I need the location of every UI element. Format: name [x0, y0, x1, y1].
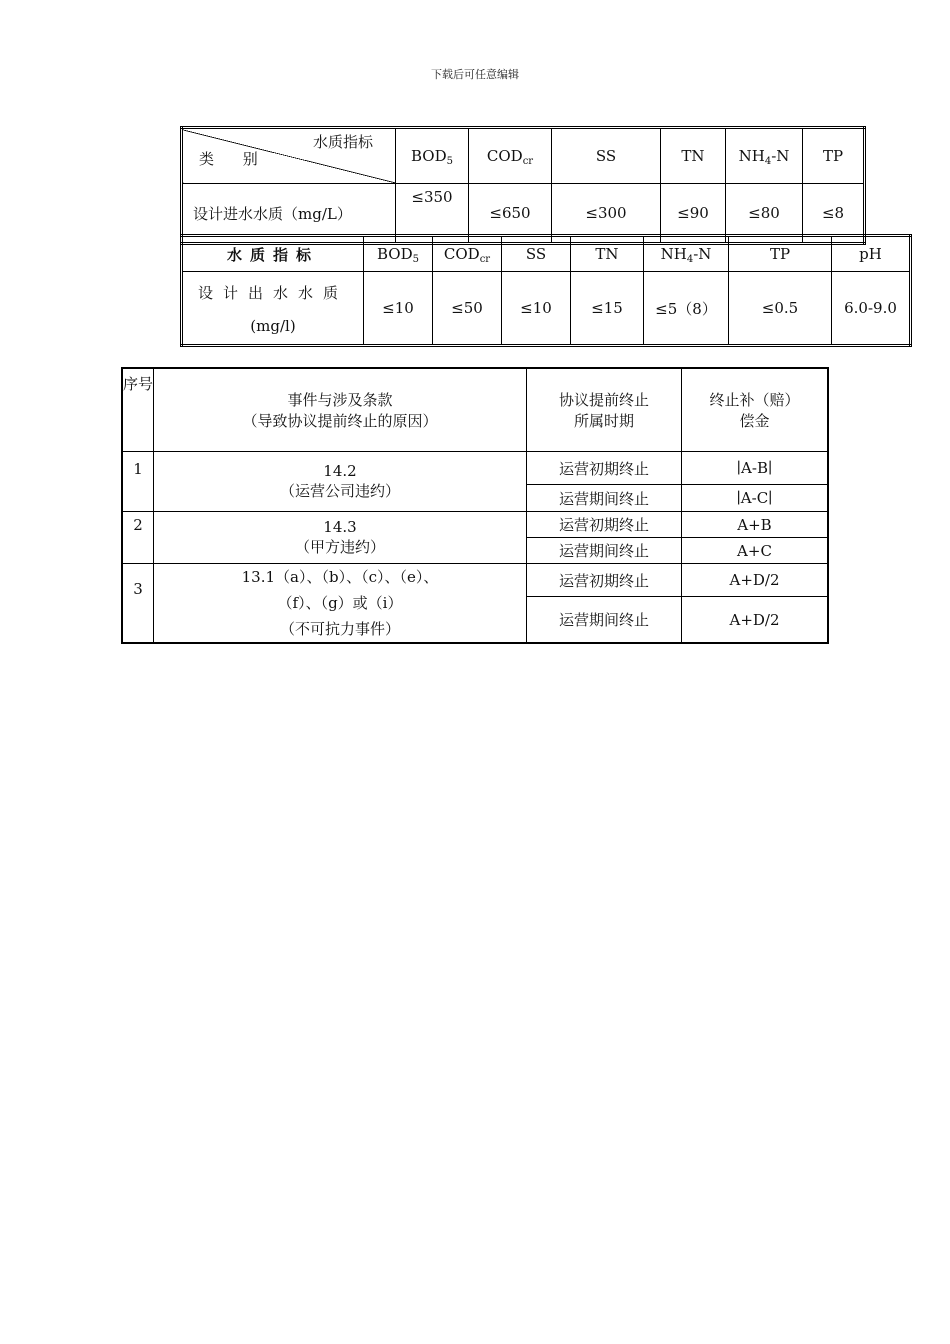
value-cell: ≤90	[661, 184, 726, 244]
table-row	[122, 564, 828, 597]
comp-cell: A+D/2	[682, 597, 829, 643]
period-header-line: 协议提前终止	[558, 391, 649, 409]
influent-quality-table	[180, 126, 866, 245]
table-row	[122, 452, 828, 485]
period-header	[527, 368, 682, 452]
seq-cell: 2	[122, 512, 154, 564]
termination-table	[121, 367, 829, 644]
column-header: TP	[729, 236, 832, 272]
corner-top-label: 水质指标	[312, 133, 373, 151]
value-cell: ≤10	[364, 272, 433, 346]
event-line: 14.3	[323, 518, 357, 536]
event-header-line: （导致协议提前终止的原因）	[242, 412, 438, 430]
period-cell: 运营初期终止	[527, 452, 682, 485]
page-header: 下载后可任意编辑	[431, 68, 519, 81]
column-header: $NH_4-N$	[726, 128, 803, 184]
comp-header-line: 偿金	[739, 412, 770, 430]
column-header: TN	[661, 128, 726, 184]
comp-header-line: 终止补（赔）	[709, 391, 800, 409]
event-line: （运营公司违约）	[279, 482, 400, 500]
column-header: SS	[502, 236, 571, 272]
event-line: （不可抗力事件）	[279, 620, 400, 638]
comp-cell: A+D/2	[682, 564, 829, 597]
event-cell	[154, 512, 527, 564]
event-line: （甲方违约）	[294, 538, 385, 556]
comp-cell: ∣A-C∣	[682, 485, 829, 512]
comp-header	[682, 368, 829, 452]
period-cell: 运营初期终止	[527, 512, 682, 538]
value-cell: ≤50	[433, 272, 502, 346]
period-cell: 运营初期终止	[527, 564, 682, 597]
period-cell: 运营期间终止	[527, 538, 682, 564]
value-cell: ≤650	[469, 184, 552, 244]
seq-cell: 1	[122, 452, 154, 512]
row-label-line: (mg/l)	[250, 316, 296, 335]
comp-cell: A+C	[682, 538, 829, 564]
value-cell: ≤10	[502, 272, 571, 346]
comp-cell: A+B	[682, 512, 829, 538]
effluent-quality-table	[180, 234, 912, 347]
event-header	[154, 368, 527, 452]
event-cell	[154, 452, 527, 512]
event-cell	[154, 564, 527, 644]
value-cell: ≤5（8）	[644, 272, 729, 346]
event-line: 13.1（a）、（b）、（c）、（e）、	[241, 568, 439, 586]
row-label	[182, 272, 364, 346]
column-header: $COD_{cr}$	[469, 128, 552, 184]
period-cell: 运营期间终止	[527, 597, 682, 643]
row-label-line: 设计出水水质	[197, 283, 348, 302]
influent-header-row	[182, 128, 865, 184]
table-row	[122, 512, 828, 538]
header-label: 水质指标	[182, 236, 364, 272]
value-cell: ≤0.5	[729, 272, 832, 346]
column-header: $BOD_5$	[364, 236, 433, 272]
value-cell: ≤350	[396, 184, 469, 244]
value-cell: 6.0-9.0	[832, 272, 911, 346]
seq-header: 序号	[122, 368, 154, 452]
column-header: TP	[803, 128, 865, 184]
diagonal-corner-cell	[182, 128, 396, 184]
event-line: （f）、（g）或（i）	[277, 594, 403, 612]
comp-cell: ∣A-B∣	[682, 452, 829, 485]
period-cell: 运营期间终止	[527, 485, 682, 512]
column-header: pH	[832, 236, 911, 272]
period-header-line: 所属时期	[573, 412, 634, 430]
column-header: SS	[552, 128, 661, 184]
value-cell: ≤80	[726, 184, 803, 244]
event-header-line: 事件与涉及条款	[287, 391, 393, 409]
corner-bottom-label: 类 别	[199, 150, 270, 168]
event-line: 14.2	[323, 462, 357, 480]
column-header: TN	[571, 236, 644, 272]
effluent-header-row	[182, 236, 911, 272]
value-cell: ≤15	[571, 272, 644, 346]
termination-header-row	[122, 368, 828, 452]
column-header: $NH_4-N$	[644, 236, 729, 272]
seq-cell: 3	[122, 564, 154, 644]
effluent-value-row	[182, 272, 911, 346]
column-header: $BOD_5$	[396, 128, 469, 184]
column-header: $COD_{cr}$	[433, 236, 502, 272]
value-cell: ≤300	[552, 184, 661, 244]
row-label: 设计进水水质（mg/L）	[182, 184, 396, 244]
value-cell: ≤8	[803, 184, 865, 244]
